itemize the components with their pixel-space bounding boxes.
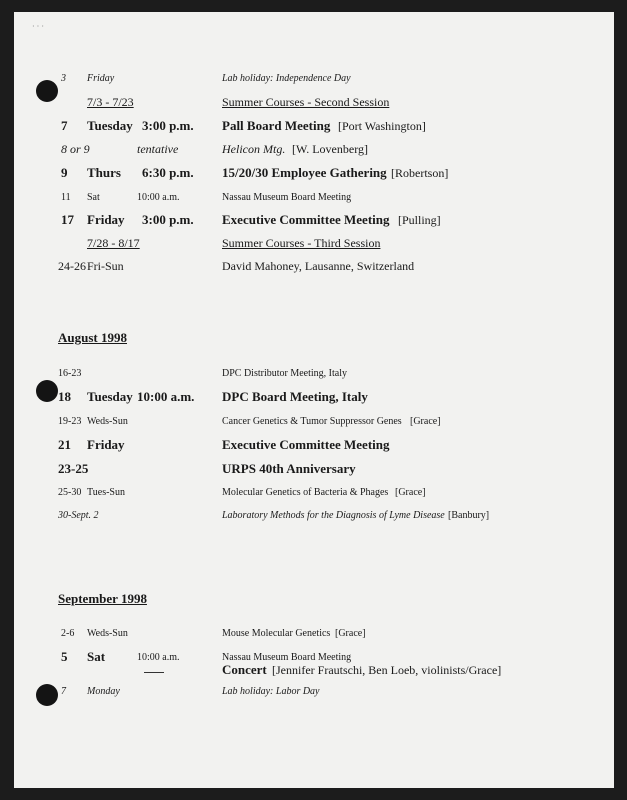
event: 15/20/30 Employee Gathering <box>222 165 387 180</box>
event: URPS 40th Anniversary <box>222 461 356 476</box>
date: 3 <box>61 73 66 84</box>
day: Sat <box>87 649 106 664</box>
note: [Jennifer Frautschi, Ben Loeb, violinists/Grace] <box>272 663 502 677</box>
date: 19-23 <box>58 416 82 427</box>
day: Friday <box>87 73 115 84</box>
time: 10:00 a.m. <box>137 192 180 203</box>
day: Tuesday <box>87 118 133 133</box>
time: 10:00 a.m. <box>137 389 195 404</box>
day: Tues-Sun <box>87 487 125 498</box>
day: Thurs <box>87 165 121 180</box>
date: 21 <box>58 437 71 452</box>
date: 5 <box>61 649 68 664</box>
day: Weds-Sun <box>87 416 128 427</box>
note: [Grace] <box>395 487 426 498</box>
date: 17 <box>61 212 74 227</box>
event: Pall Board Meeting <box>222 118 331 133</box>
date: 7 <box>61 118 68 133</box>
event: Lab holiday: Labor Day <box>222 686 320 697</box>
date: 23-25 <box>58 461 89 476</box>
section-heading-august: August 1998 <box>58 330 127 345</box>
day: tentative <box>137 142 179 156</box>
event: Concert <box>222 662 267 677</box>
day: Friday <box>87 212 125 227</box>
event: DPC Distributor Meeting, Italy <box>222 368 347 379</box>
document-page <box>14 12 614 788</box>
time: 6:30 p.m. <box>142 165 194 180</box>
event: Lab holiday: Independence Day <box>222 73 351 84</box>
note: [Grace] <box>410 416 441 427</box>
punch-hole-bottom <box>36 684 58 706</box>
punch-hole-top <box>36 80 58 102</box>
event: Executive Committee Meeting <box>222 437 390 452</box>
punch-hole-middle <box>36 380 58 402</box>
event: Executive Committee Meeting <box>222 212 390 227</box>
date: 9 <box>61 165 68 180</box>
note: [Grace] <box>335 628 366 639</box>
event: Molecular Genetics of Bacteria & Phages <box>222 487 389 498</box>
date: 8 or 9 <box>61 142 90 156</box>
date: 25-30 <box>58 487 82 498</box>
date: 16-23 <box>58 368 82 379</box>
time: 3:00 p.m. <box>142 212 194 227</box>
date: 7 <box>61 686 66 697</box>
date-range: 7/28 - 8/17 <box>87 236 140 250</box>
event: Nassau Museum Board Meeting <box>222 652 352 663</box>
time: 10:00 a.m. <box>137 652 180 663</box>
day: Sat <box>87 192 100 203</box>
note: [Port Washington] <box>338 119 426 133</box>
date: 18 <box>58 389 71 404</box>
time: 3:00 p.m. <box>142 118 194 133</box>
note: [Pulling] <box>398 213 441 227</box>
date: 30-Sept. 2 <box>58 510 99 521</box>
day: Friday <box>87 437 125 452</box>
corner-marks: · · · <box>32 22 44 31</box>
section-heading-september: September 1998 <box>58 591 147 606</box>
day: Tuesday <box>87 389 133 404</box>
event: Nassau Museum Board Meeting <box>222 192 352 203</box>
note: [Banbury] <box>448 510 490 521</box>
day: Monday <box>87 686 120 697</box>
day: Weds-Sun <box>87 628 128 639</box>
note: [W. Lovenberg] <box>292 142 368 156</box>
day: Fri-Sun <box>87 259 124 273</box>
date: 24-26 <box>58 259 86 273</box>
note: [Robertson] <box>391 166 449 180</box>
event: Mouse Molecular Genetics <box>222 628 331 639</box>
event: DPC Board Meeting, Italy <box>222 389 368 404</box>
date: 11 <box>61 192 71 203</box>
date-range: 7/3 - 7/23 <box>87 95 134 109</box>
event: Helicon Mtg. <box>222 142 286 156</box>
event: David Mahoney, Lausanne, Switzerland <box>222 259 415 273</box>
event: Laboratory Methods for the Diagnosis of Lyme Disease <box>222 510 445 521</box>
date: 2-6 <box>61 628 75 639</box>
event: Cancer Genetics & Tumor Suppressor Genes <box>222 416 402 427</box>
event: Summer Courses - Third Session <box>222 236 381 250</box>
divider <box>144 672 164 673</box>
event: Summer Courses - Second Session <box>222 95 390 109</box>
